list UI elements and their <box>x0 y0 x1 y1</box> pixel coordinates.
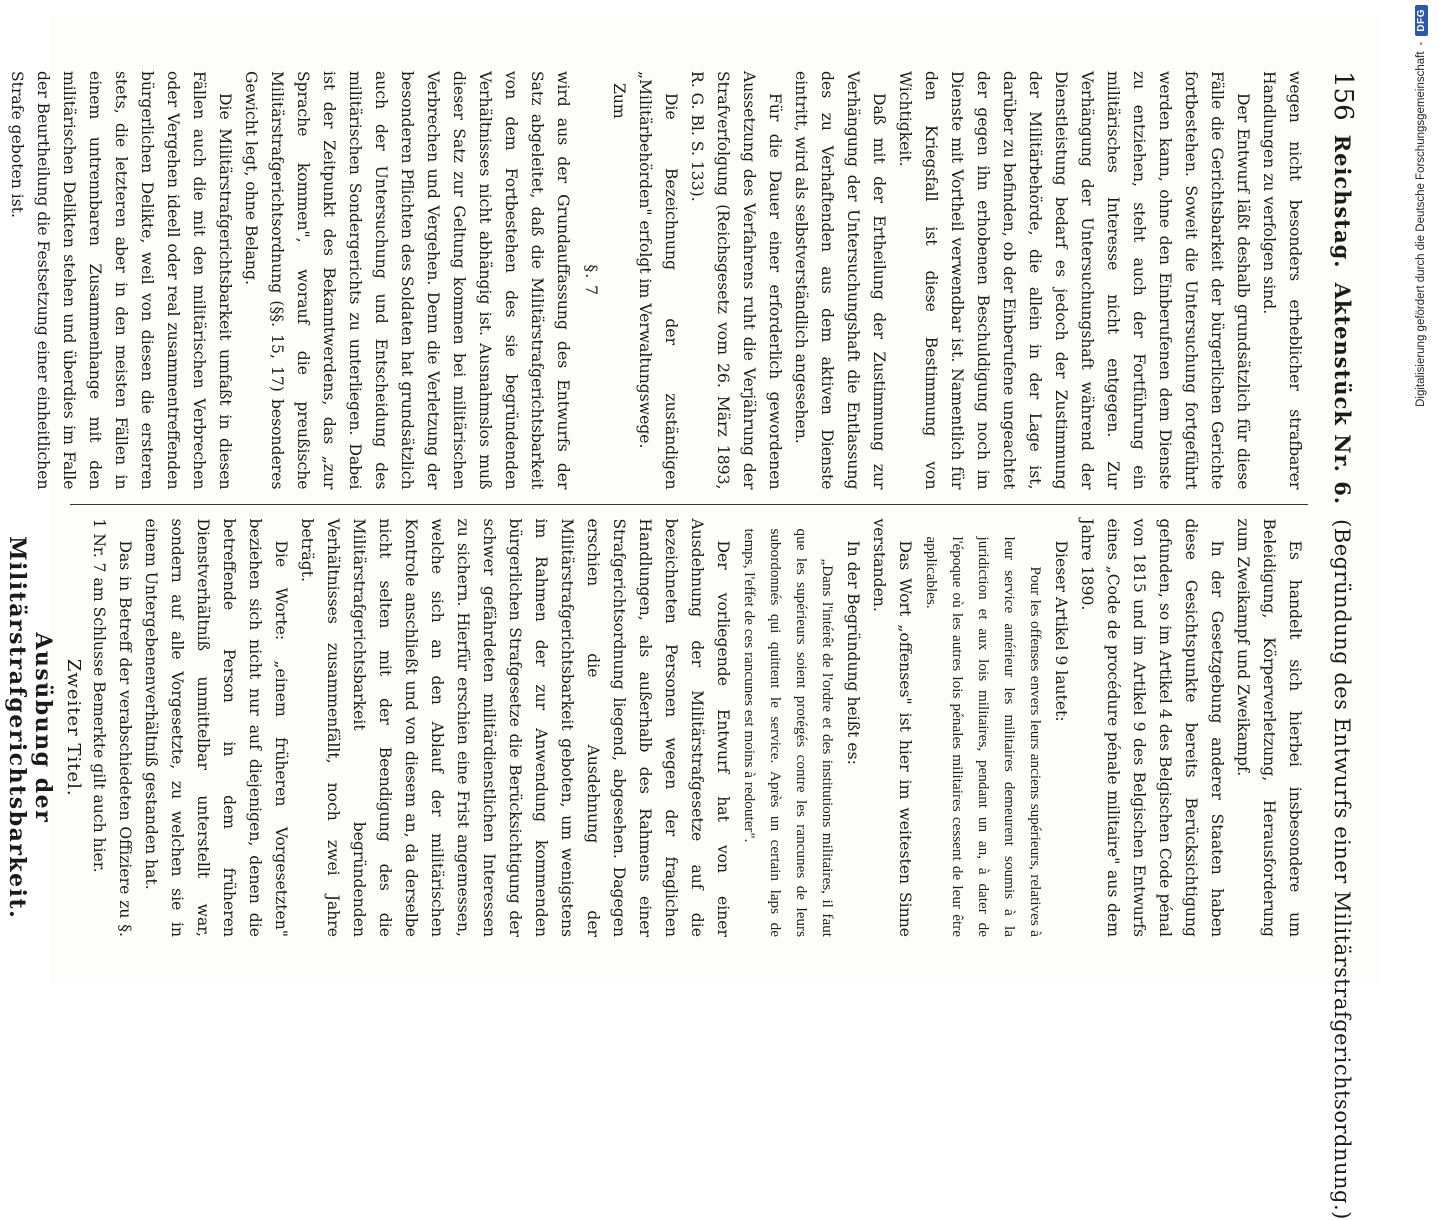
section-heading: §. 7 <box>582 264 600 297</box>
paragraph: Das Wort „offenses" ist hier im weitesten Sinne verstanden. <box>870 518 914 937</box>
paragraph <box>0 71 4 490</box>
paragraph: wird aus der Grundauffassung des Entwurfs der Satz abgeleitet, daß die Militärstrafgerichtsbarkeit von dem Fortbestehen des sie begründenden Verhältnisses nicht abhängig ist. Ausnahmslos muß dieser Satz zur Geltung kommen bei militärischen Verbrechen und Vergehen. Denn die Verletzung der besonderen Pflichten des Soldaten hat grundsätzlich auch der Untersuchung und Entscheidung des militärischen Sondergerichts zu unterliegen. Dabei ist der Zeitpunkt des Bekanntwerdens, das „zur Sprache kommen", worauf die preußische Militärstrafgerichtsordnung (§§. 15, 17) besonderes Gewicht legt, ohne Belang. <box>242 71 572 490</box>
credit-text: Digitalisierung gefördert durch die Deutsche Forschungsgemeinschaft <box>1415 51 1427 407</box>
french-quote: Pour les offenses envers leurs anciens supérieurs, relatives à leur service antérieur les militaires demeurent soumis à la juridiction et aux lois militaires, pendant un an, à dater de l'époque où les autres lois pénales militaires cessent de leur être applicables. <box>923 536 1044 937</box>
paragraph: Dieser Artikel 9 lautet: <box>1052 540 1070 722</box>
paragraph: Die Worte: „einem früheren Vorgesetzten" beziehen sich nicht nur auf diejenigen, denen die betreffende Person in dem früheren Dienstverhältniß unmittelbar unterstellt war, sondern auf alle Vorgesetzte, zu welchen sie in einem Untergebenenverhältniß gestanden hat. <box>142 518 290 937</box>
page-number: 156 <box>1328 71 1358 121</box>
right-column <box>4 507 1308 938</box>
document-subtitle: (Begründung des Entwurfs einer Militärstrafgerichtsordnung.) <box>1330 519 1354 1220</box>
paragraph: Für die Dauer einer erforderlich gewordenen Aussetzung des Verfahrens ruht die Verjährung der Strafverfolgung (Reichsgesetz vom 26. März 1893, R. G. Bl. S. 133). <box>688 71 784 490</box>
paragraph: Das in Betreff der verabschiedeten Offiziere zu §. 1 Nr. 7 am Schlusse Bemerkte gilt auch hier. <box>90 518 134 937</box>
title-heading: Zweiter Titel. <box>63 658 84 797</box>
document-label: Aktenstück Nr. 6. <box>1330 282 1355 506</box>
text-columns <box>4 71 1308 937</box>
paragraph: In der Gesetzgebung anderer Staaten haben diese Gesichtspunkte bereits Berücksichtigung gefunden, so im Artikel 4 des Belgischen Code pénal von 1815 und im Artikel 9 des Belgischen Entwurfs eines „Code de procédure pénale militaire" aus dem Jahre 1890. <box>1078 518 1226 937</box>
document-page <box>4 15 1380 1220</box>
paragraph: Die Bezeichnung der zuständigen „Militärbehörden" erfolgt im Verwaltungswege. <box>636 71 680 490</box>
paragraph: Der vorliegende Entwurf hat von einer Ausdehnung der Militärstrafgesetze auf die bezeichneten Personen wegen der fraglichen Handlungen, als außerhalb des Rahmens einer Strafgerichtsordnung liegend, abgesehen. Dagegen erschien die Ausdehnung der Militärstrafgerichtsbarkeit geboten, um wenigstens im Rahmen der zur Anwendung kommenden bürgerlichen Strafgesetze die Berücksichtigung der schwer gefährdeten militärdienstlichen Interessen zu sichern. Hierfür erschien eine Frist angemessen, welche sich an den Ablauf der militärischen Kontrole anschließt und von diesem an, da derselbe nicht selten mit der Beendigung des die Militärstrafgerichtsbarkeit begründenden Verhältnisses zusammenfällt, noch zwei Jahre beträgt. <box>298 518 732 937</box>
credit-line <box>1403 5 1439 995</box>
paragraph: Die Militärstrafgerichtsbarkeit umfaßt in diesen Fällen auch die mit den militärischen Verbrechen oder Vergehen ideell oder real zusammentreffenden bürgerlichen Delikte, weil von diesen die ersteren stets, die letzteren aber in den meisten Fällen in einem untrennbaren Zusammenhange mit den militärischen Delikten stehen und überdies im Falle der Beurtheilung die Festsetzung einer einheitlichen Strafe geboten ist. <box>8 71 234 490</box>
credit-separator: - <box>1415 41 1427 46</box>
dfg-logo-icon: DFG <box>1415 5 1428 36</box>
column-divider <box>70 504 1308 505</box>
paragraph: Es handelt sich hierbei insbesondere um Beleidigung, Körperverletzung, Herausforderung zum Zweikampf und Zweikampf. <box>1234 518 1304 937</box>
digitization-credit <box>1395 5 1431 995</box>
french-quote: „Dans l'intérêt de l'ordre et des institutions militaires, il faut que les supérieurs soient protégés contre les rancunes de leurs subordonnés qui quittent le service. Après un certain laps de temps, l'effet de ces rancunes est moins à redouter". <box>741 528 836 937</box>
publication-title: Reichstag. <box>1330 134 1355 269</box>
section-intro-word: Zum <box>610 83 628 119</box>
paragraph: Daß mit der Ertheilung der Zustimmung zur Verhängung der Untersuchungshaft die Entlassung des zu Verhaftenden aus dem aktiven Dienste eintritt, wird als selbstverständlich angesehen. <box>792 71 888 490</box>
paragraph: Der Entwurf läßt deshalb grundsätzlich für diese Fälle die Gerichtsbarkeit der bürgerlichen Gerichte fortbestehen. Soweit die Untersuchung fortgeführt werden kann, ohne den Einberufenen dem Dienste zu entziehen, steht auch der Fortführung ein militärisches Interesse nicht entgegen. Zur Verhängung der Untersuchungshaft während der Dienstleistung bedarf es jedoch der Zustimmung der Militärbehörde, die allein in der Lage ist, darüber zu befinden, ob der Einberufene ungeachtet der gegen ihn erhobenen Beschuldigung noch im Dienste mit Vortheil verwendbar ist. Namentlich für den Kriegsfall ist diese Bestimmung von Wichtigkeit. <box>896 71 1252 490</box>
page-header <box>1322 71 1358 1220</box>
title-main-heading: Ausübung der Militärstrafgerichtsbarkeit. <box>4 536 56 920</box>
left-column <box>8 71 1308 502</box>
paragraph: wegen nicht besonders erheblicher strafbarer Handlungen zu verfolgen sind. <box>1260 71 1304 490</box>
paragraph: In der Begründung heißt es: <box>844 540 862 765</box>
